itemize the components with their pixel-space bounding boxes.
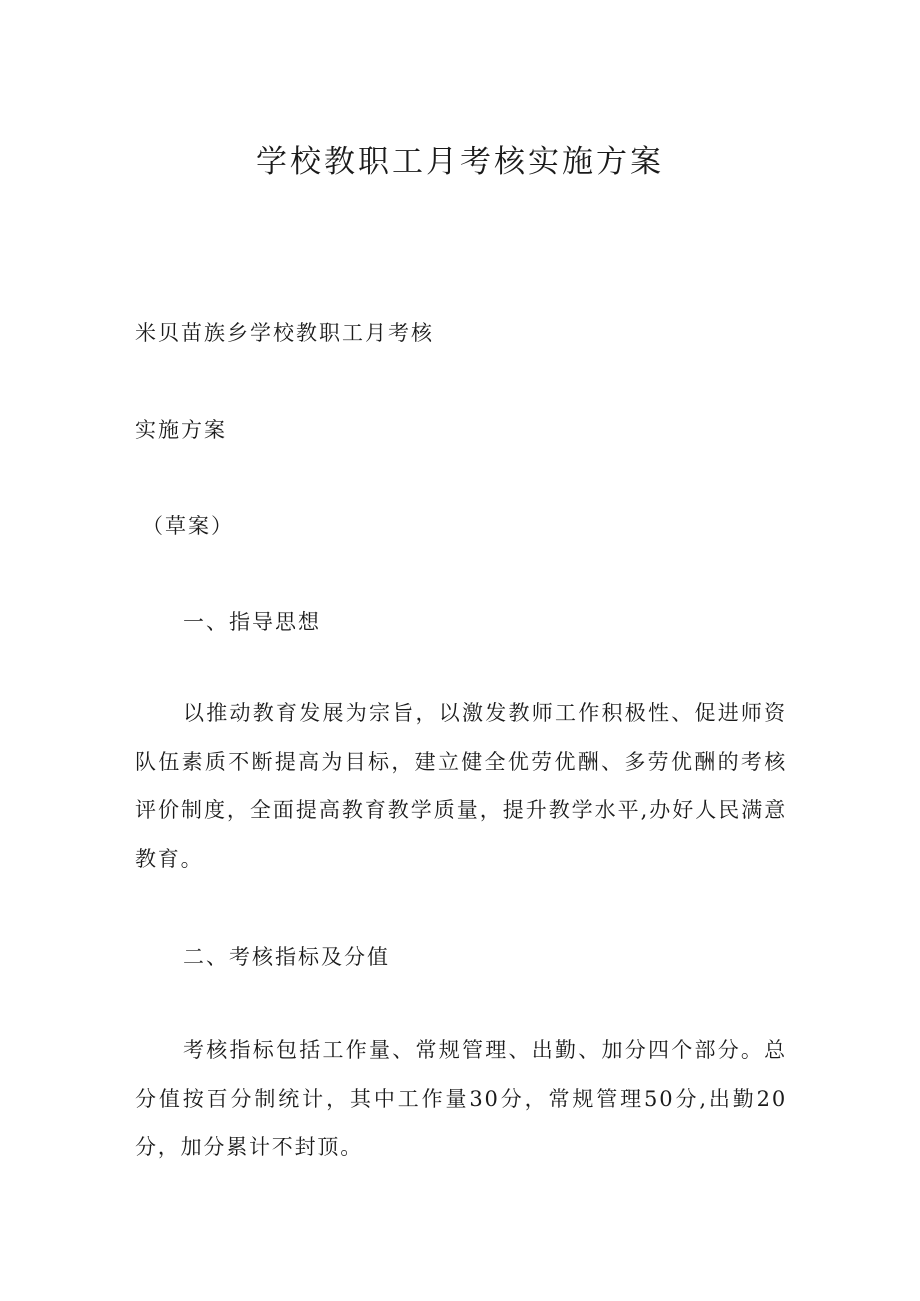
section-body-assessment-indicators: 考核指标包括工作量、常规管理、出勤、加分四个部分。总分值按百分制统计，其中工作量30分，常规管理50分,出勤20分，加分累计不封顶。 [135, 1038, 787, 1160]
subtitle-line-1: 米贝苗族乡学校教职工月考核 [135, 321, 434, 345]
document-title: 学校教职工月考核实施方案 [256, 144, 664, 180]
section-heading-assessment-indicators: 二、考核指标及分值 [183, 945, 390, 969]
subtitle-line-2: 实施方案 [135, 418, 227, 442]
section-heading-guiding-ideology: 一、指导思想 [183, 610, 321, 634]
section-body-guiding-ideology: 以推动教育发展为宗旨，以激发教师工作积极性、促进师资队伍素质不断提高为目标，建立健全优劳优酬、多劳优酬的考核评价制度，全面提高教育教学质量，提升教学水平,办好人民满意教育。 [135, 701, 787, 872]
draft-note: （草案） [142, 514, 234, 538]
